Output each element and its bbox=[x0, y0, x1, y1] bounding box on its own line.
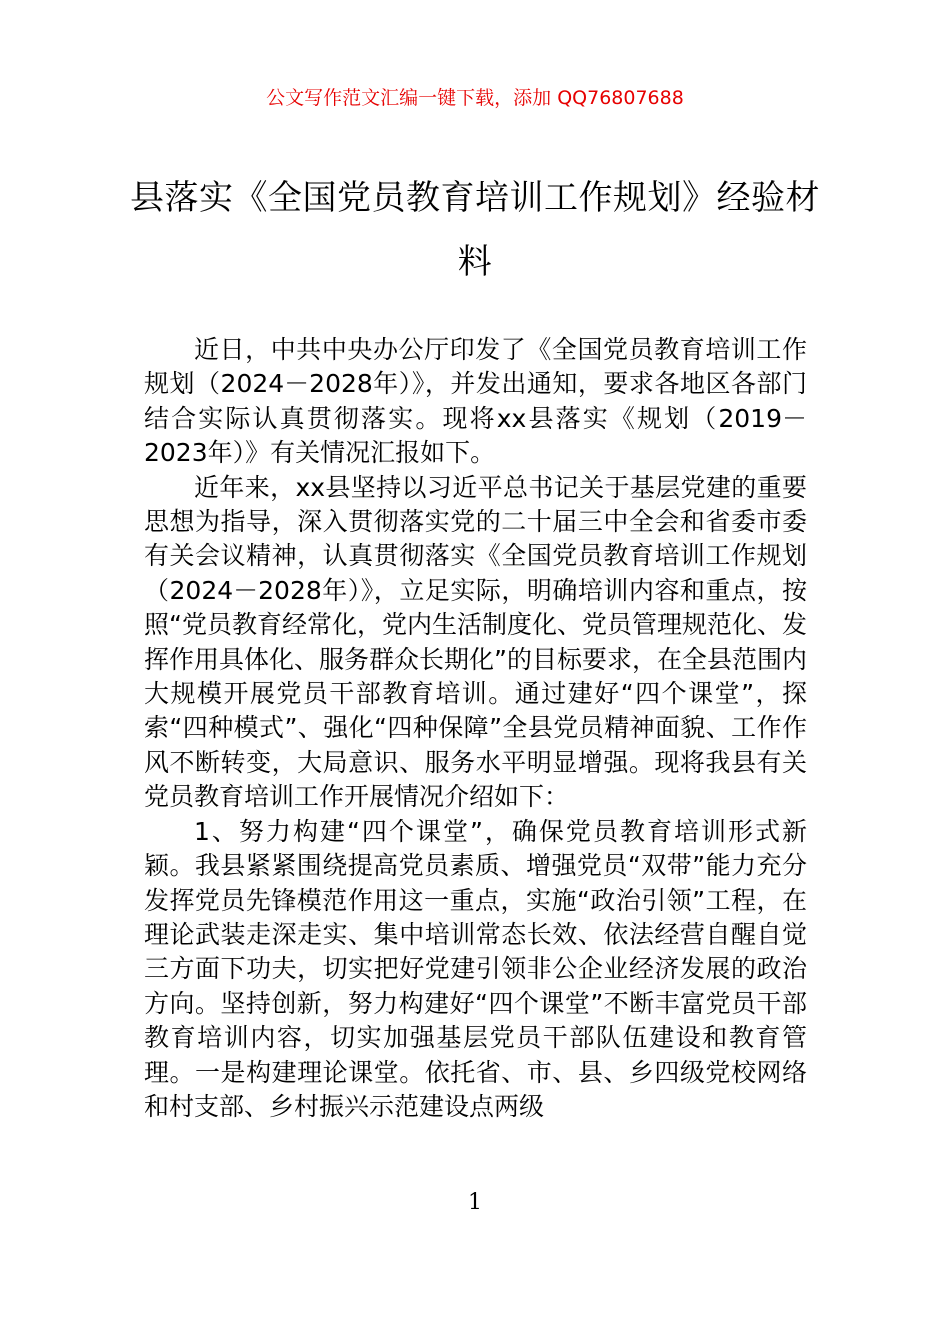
document-body bbox=[144, 333, 807, 1124]
page-number: 1 bbox=[468, 1190, 482, 1215]
paragraph-intro: 近日，中共中央办公厅印发了《全国党员教育培训工作规划（2024－2028年）》，并发出通知，要求各地区各部门结合实际认真贯彻落实。现将xx县落实《规划（2019－2023年）》有关情况汇报如下。 bbox=[144, 335, 807, 468]
paragraph-overview: 近年来，xx县坚持以习近平总书记关于基层党建的重要思想为指导，深入贯彻落实党的二十届三中全会和省委市委有关会议精神，认真贯彻落实《全国党员教育培训工作规划（2024－2028年）》，立足实际，明确培训内容和重点，按照“党员教育经常化，党内生活制度化、党员管理规范化、发挥作用具体化、服务群众长期化”的目标要求，在全县范围内大规模开展党员干部教育培训。通过建好“四个课堂”，探索“四种模式”、强化“四种保障”全县党员精神面貌、工作作风不断转变，大局意识、服务水平明显增强。现将我县有关党员教育培训工作开展情况介绍如下： bbox=[144, 472, 807, 812]
document-title: 县落实《全国党员教育培训工作规划》经验材料 bbox=[130, 178, 820, 282]
download-notice: 公文写作范文汇编一键下载，添加 QQ76807688 bbox=[266, 87, 684, 109]
paragraph-section-1: 1、努力构建“四个课堂”，确保党员教育培训形式新颖。我县紧紧围绕提高党员素质、增强党员“双带”能力充分发挥党员先锋模范作用这一重点，实施“政治引领”工程，在理论武装走深走实、集中培训常态长效、依法经营自醒自觉三方面下功夫，切实把好党建引领非公企业经济发展的政治方向。坚持创新，努力构建好“四个课堂”不断丰富党员干部教育培训内容，切实加强基层党员干部队伍建设和教育管理。一是构建理论课堂。依托省、市、县、乡四级党校网络和村支部、乡村振兴示范建设点两级 bbox=[144, 816, 807, 1121]
